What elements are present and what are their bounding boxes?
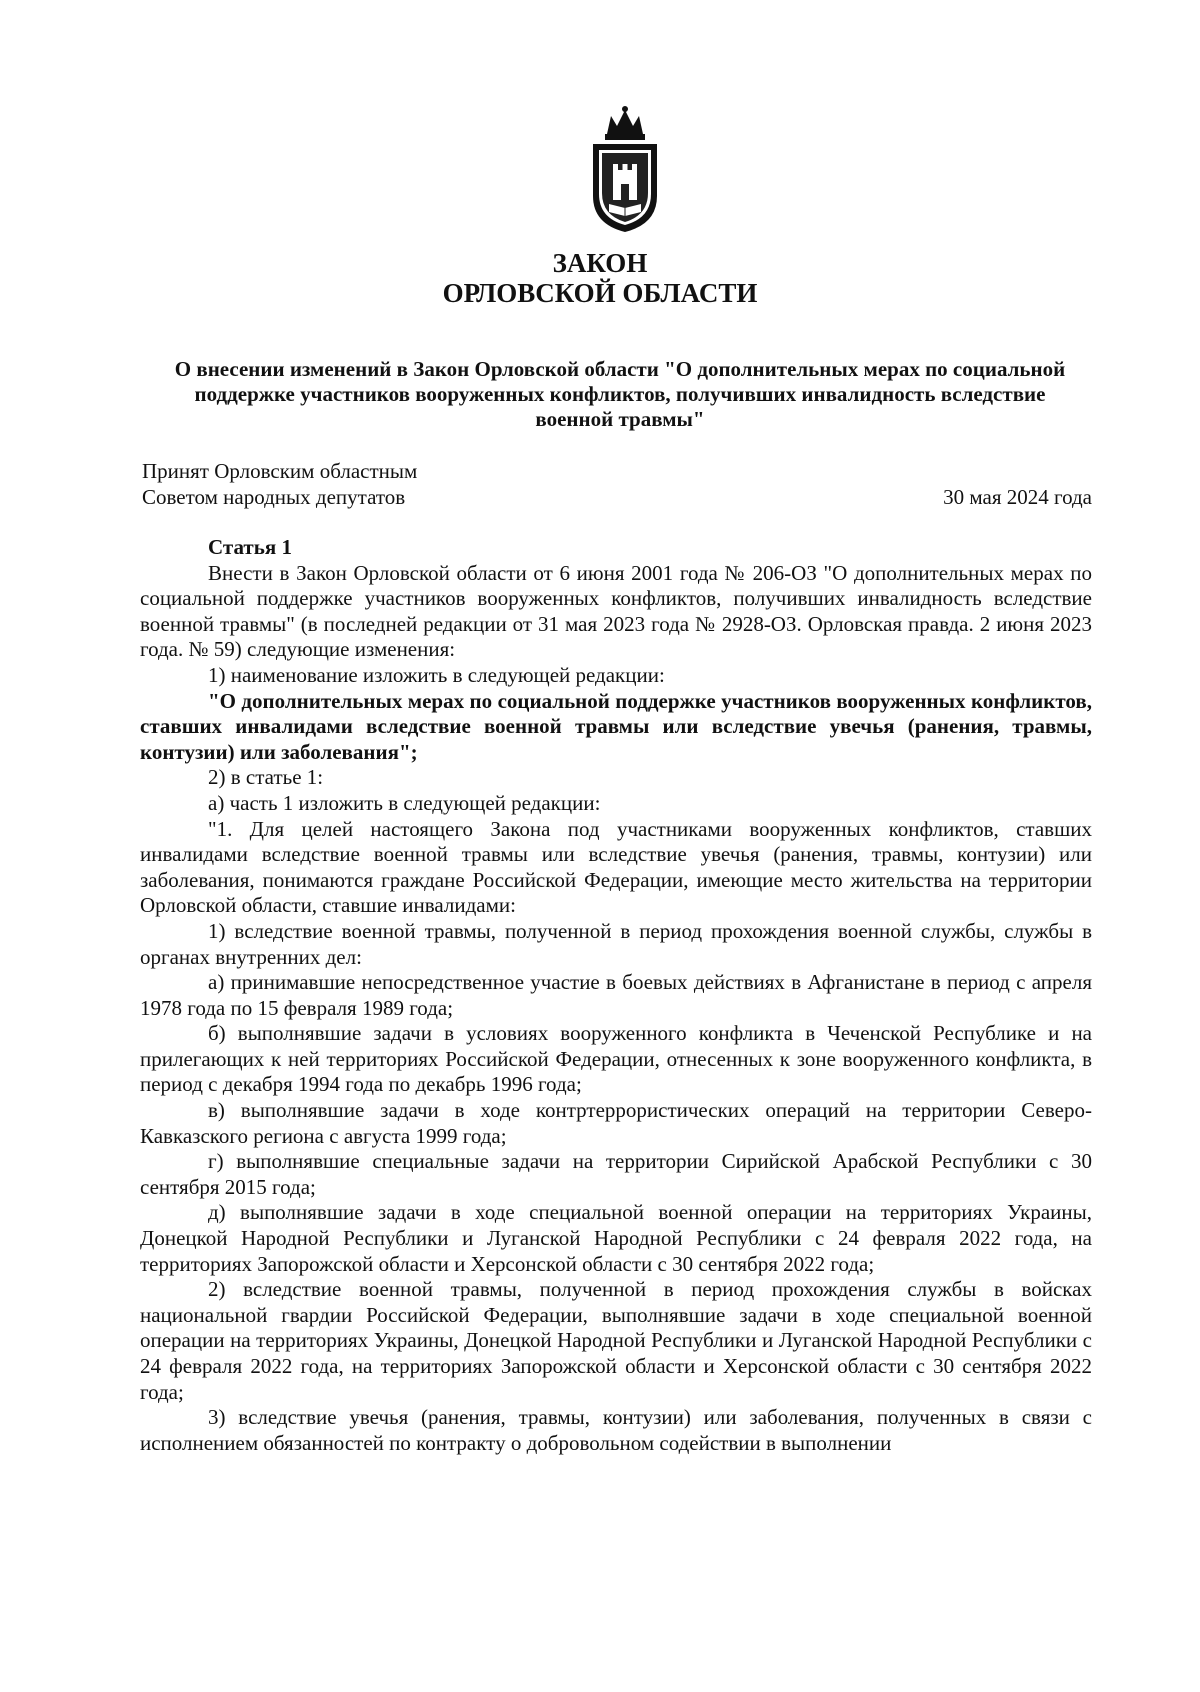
adoption-line2: Советом народных депутатов — [142, 485, 406, 509]
document-title-line2: ОРЛОВСКОЙ ОБЛАСТИ — [442, 278, 758, 308]
paragraph: 2) в статье 1: — [208, 765, 324, 790]
document-subtitle: О внесении изменений в Закон Орловской области "О дополнительных мерах по социальной поддержке участников вооруженных конфликтов, получивших инвалидность вследствие военной травмы" — [174, 357, 1066, 431]
paragraph: Внести в Закон Орловской области от 6 июня 2001 года № 206-ОЗ "О дополнительных мерах по социальной поддержке участников вооруженных конфликтов, получивших инвалидность вследствие военной травмы" (в последней редакции от 31 мая 2023 года № 2928-ОЗ. Орловская правда. 2 июня 2023 года. № 59) следующие изменения: — [140, 560, 1092, 662]
article-heading: Статья 1 — [208, 535, 292, 559]
paragraph: 2) вследствие военной травмы, полученной в период прохождения службы в войсках национальной гвардии Российской Федерации, выполнявшие задачи в ходе специальной военной операции на территориях Украины, Донецкой Народной Республики и Луганской Народной Республики с 24 февраля 2022 года, на территориях Запорожской области и Херсонской области с 30 сентября 2022 года; — [140, 1277, 1092, 1404]
paragraph: 1) вследствие военной травмы, полученной в период прохождения военной службы, службы в органах внутренних дел: — [140, 918, 1092, 969]
adoption-date: 30 мая 2024 года — [943, 485, 1092, 509]
paragraph: а) принимавшие непосредственное участие в боевых действиях в Афганистане в период с апреля 1978 года по 15 февраля 1989 года; — [140, 970, 1092, 1020]
paragraph: "1. Для целей настоящего Закона под участниками вооруженных конфликтов, ставших инвалидами вследствие военной травмы или вследствие увечья (ранения, травмы, контузии) или заболевания, понимаются граждане Российской Федерации, имеющие место жительства на территории Орловской области, ставшие инвалидами: — [140, 816, 1092, 918]
paragraph: д) выполнявшие задачи в ходе специальной военной операции на территориях Украины, Донецкой Народной Республики и Луганской Народной Республики с 24 февраля 2022 года, на территориях Запорожской области и Херсонской области с 30 сентября 2022 года; — [140, 1200, 1092, 1276]
document-body — [140, 535, 1092, 1456]
paragraph-new-title: "О дополнительных мерах по социальной поддержке участников вооруженных конфликтов, ставших инвалидами вследствие военной травмы или вследствие увечья (ранения, травмы, контузии) или заболевания"; — [140, 688, 1092, 764]
adoption-line1: Принят Орловским областным — [142, 459, 418, 483]
document-title-line1: ЗАКОН — [552, 248, 648, 278]
paragraph: а) часть 1 изложить в следующей редакции: — [208, 790, 601, 815]
paragraph: б) выполнявшие задачи в условиях вооруженного конфликта в Чеченской Республике и на прилегающих к ней территориях Российской Федерации, отнесенных к зоне вооруженного конфликта, в период с декабря 1994 года по декабрь 1996 года; — [140, 1021, 1092, 1097]
paragraph: в) выполнявшие задачи в ходе контртеррористических операций на территории Северо-Кавказского региона с августа 1999 года; — [140, 1098, 1092, 1148]
paragraph: г) выполнявшие специальные задачи на территории Сирийской Арабской Республики с 30 сентября 2015 года; — [140, 1149, 1092, 1199]
adoption-info — [142, 458, 417, 510]
coat-of-arms-icon — [583, 104, 667, 236]
paragraph: 1) наименование изложить в следующей редакции: — [208, 662, 665, 687]
paragraph: 3) вследствие увечья (ранения, травмы, контузии) или заболевания, полученных в связи с исполнением обязанностей по контракту о добровольном содействии в выполнении — [140, 1405, 1092, 1455]
